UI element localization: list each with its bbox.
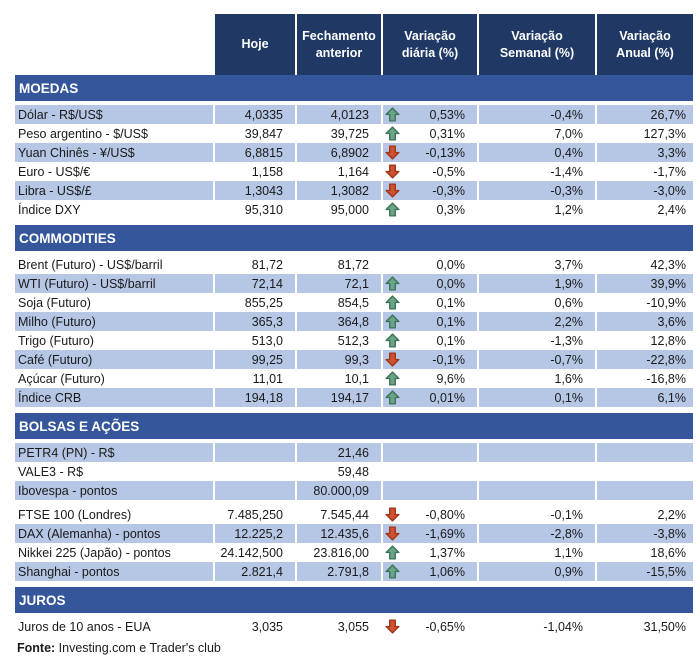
cell-hoje: 513,0 (213, 331, 295, 350)
cell-hoje: 194,18 (213, 388, 295, 407)
cell-variacao-semanal: 1,6% (477, 369, 595, 388)
section-header-juros: JUROS (15, 587, 693, 613)
cell-variacao-semanal (477, 443, 595, 462)
table-row (15, 312, 693, 331)
no-change-indicator (385, 464, 401, 480)
table-row (15, 162, 693, 181)
cell-variacao-diaria (381, 562, 477, 581)
daily-change-value: 0,1% (436, 333, 465, 348)
cell-hoje: 99,25 (213, 350, 295, 369)
cell-variacao-diaria (381, 181, 477, 200)
cell-fechamento-anterior: 10,1 (295, 369, 381, 388)
cell-variacao-anual: 31,50% (595, 617, 693, 636)
cell-hoje: 12.225,2 (213, 524, 295, 543)
cell-hoje: 7.485,250 (213, 505, 295, 524)
cell-hoje: 365,3 (213, 312, 295, 331)
daily-change-value: -0,3% (432, 183, 465, 198)
column-header-hoje: Hoje (213, 14, 295, 75)
table-row (15, 388, 693, 407)
row-label: Euro - US$/€ (18, 164, 91, 179)
cell-variacao-diaria (381, 462, 477, 481)
down-arrow-icon (385, 183, 401, 199)
cell-variacao-diaria (381, 331, 477, 350)
cell-variacao-diaria (381, 524, 477, 543)
market-table (15, 14, 693, 655)
cell-variacao-diaria (381, 312, 477, 331)
table-row (15, 462, 693, 481)
daily-change-value: 0,3% (436, 202, 465, 217)
daily-change-value: 1,06% (429, 564, 465, 579)
cell-fechamento-anterior: 21,46 (295, 443, 381, 462)
cell-variacao-anual: -1,7% (595, 162, 693, 181)
up-arrow-icon (385, 126, 401, 142)
section-header-moedas: MOEDAS (15, 75, 693, 101)
row-label: Brent (Futuro) - US$/barril (18, 257, 163, 272)
cell-hoje: 4,0335 (213, 105, 295, 124)
cell-variacao-anual: -3,0% (595, 181, 693, 200)
cell-variacao-anual (595, 481, 693, 500)
down-arrow-icon (385, 145, 401, 161)
row-label: DAX (Alemanha) - pontos (15, 524, 213, 543)
cell-variacao-semanal (477, 462, 595, 481)
cell-variacao-semanal: -0,1% (477, 505, 595, 524)
cell-variacao-diaria (381, 293, 477, 312)
row-label: Índice DXY (18, 202, 81, 217)
cell-variacao-anual: 2,2% (595, 505, 693, 524)
table-row (15, 617, 693, 636)
cell-fechamento-anterior: 80.000,09 (295, 481, 381, 500)
cell-variacao-anual: 3,3% (595, 143, 693, 162)
cell-variacao-diaria (381, 105, 477, 124)
daily-change-value: 1,37% (429, 545, 465, 560)
cell-fechamento-anterior: 6,8902 (295, 143, 381, 162)
cell-variacao-anual: -10,9% (595, 293, 693, 312)
cell-fechamento-anterior: 2.791,8 (295, 562, 381, 581)
cell-variacao-anual: 39,9% (595, 274, 693, 293)
daily-change-value: 0,31% (429, 126, 465, 141)
source-label: Fonte: (17, 641, 56, 655)
cell-fechamento-anterior: 3,055 (295, 617, 381, 636)
row-label: Soja (Futuro) (18, 295, 91, 310)
cell-variacao-semanal: 3,7% (477, 255, 595, 274)
daily-change-value: 0,1% (436, 295, 465, 310)
down-arrow-icon (385, 526, 401, 542)
row-label: VALE3 - R$ (18, 464, 84, 479)
cell-variacao-semanal: 0,1% (477, 388, 595, 407)
cell-variacao-diaria (381, 617, 477, 636)
row-label: Shanghai - pontos (15, 562, 213, 581)
cell-variacao-semanal: -1,4% (477, 162, 595, 181)
table-row (15, 481, 693, 500)
cell-variacao-diaria (381, 200, 477, 219)
cell-fechamento-anterior: 99,3 (295, 350, 381, 369)
cell-fechamento-anterior: 72,1 (295, 274, 381, 293)
down-arrow-icon (385, 507, 401, 523)
table-body (15, 75, 693, 636)
cell-variacao-diaria (381, 443, 477, 462)
cell-hoje: 1,158 (213, 162, 295, 181)
daily-change-value: 0,0% (436, 276, 465, 291)
cell-variacao-diaria (381, 543, 477, 562)
cell-variacao-semanal: 0,9% (477, 562, 595, 581)
cell-fechamento-anterior: 7.545,44 (295, 505, 381, 524)
cell-fechamento-anterior: 39,725 (295, 124, 381, 143)
up-arrow-icon (385, 295, 401, 311)
cell-hoje: 24.142,500 (213, 543, 295, 562)
cell-variacao-anual: -22,8% (595, 350, 693, 369)
cell-variacao-anual: 127,3% (595, 124, 693, 143)
row-label: WTI (Futuro) - US$/barril (15, 274, 213, 293)
cell-fechamento-anterior: 23.816,00 (295, 543, 381, 562)
table-row (15, 369, 693, 388)
daily-change-value: 0,53% (429, 107, 465, 122)
daily-change-value: 0,0% (436, 257, 465, 272)
section-header-bolsas-e-acoes: BOLSAS E AÇÕES (15, 413, 693, 439)
table-row (15, 350, 693, 369)
up-arrow-icon (385, 202, 401, 218)
cell-variacao-semanal: 0,4% (477, 143, 595, 162)
row-label: Açúcar (Futuro) (18, 371, 105, 386)
row-label: Trigo (Futuro) (18, 333, 94, 348)
cell-hoje (213, 481, 295, 500)
table-row (15, 543, 693, 562)
daily-change-value: 0,01% (429, 390, 465, 405)
cell-hoje: 2.821,4 (213, 562, 295, 581)
cell-fechamento-anterior: 1,164 (295, 162, 381, 181)
row-label: Índice CRB (15, 388, 213, 407)
up-arrow-icon (385, 371, 401, 387)
table-row (15, 200, 693, 219)
cell-variacao-semanal (477, 481, 595, 500)
cell-fechamento-anterior: 12.435,6 (295, 524, 381, 543)
cell-variacao-anual: -15,5% (595, 562, 693, 581)
cell-fechamento-anterior: 364,8 (295, 312, 381, 331)
column-header-variacao-semanal: Variação Semanal (%) (477, 14, 595, 75)
daily-change-value: -0,65% (425, 619, 465, 634)
cell-variacao-semanal: -0,4% (477, 105, 595, 124)
cell-variacao-diaria (381, 274, 477, 293)
up-arrow-icon (385, 276, 401, 292)
column-header-variacao-diaria: Variação diária (%) (381, 14, 477, 75)
column-header-variacao-anual: Variação Anual (%) (595, 14, 693, 75)
cell-fechamento-anterior: 95,000 (295, 200, 381, 219)
cell-fechamento-anterior: 854,5 (295, 293, 381, 312)
daily-change-value: -0,80% (425, 507, 465, 522)
cell-variacao-anual (595, 443, 693, 462)
cell-hoje: 81,72 (213, 255, 295, 274)
table-row (15, 274, 693, 293)
no-change-indicator (385, 257, 401, 273)
table-row (15, 143, 693, 162)
cell-variacao-anual (595, 462, 693, 481)
table-row (15, 255, 693, 274)
row-label: Yuan Chinês - ¥/US$ (15, 143, 213, 162)
cell-variacao-anual: 26,7% (595, 105, 693, 124)
table-header-row (15, 14, 693, 75)
row-label: Libra - US$/£ (15, 181, 213, 200)
down-arrow-icon (385, 352, 401, 368)
cell-fechamento-anterior: 512,3 (295, 331, 381, 350)
cell-fechamento-anterior: 1,3082 (295, 181, 381, 200)
cell-variacao-semanal: 7,0% (477, 124, 595, 143)
cell-variacao-diaria (381, 388, 477, 407)
no-change-indicator (385, 445, 401, 461)
down-arrow-icon (385, 164, 401, 180)
column-header-fechamento: Fechamento anterior (295, 14, 381, 75)
cell-variacao-anual: 42,3% (595, 255, 693, 274)
cell-variacao-semanal: -1,3% (477, 331, 595, 350)
cell-variacao-anual: 12,8% (595, 331, 693, 350)
source-note (15, 641, 693, 655)
cell-variacao-anual: -3,8% (595, 524, 693, 543)
cell-variacao-anual: -16,8% (595, 369, 693, 388)
table-row (15, 181, 693, 200)
cell-variacao-diaria (381, 162, 477, 181)
cell-hoje: 6,8815 (213, 143, 295, 162)
cell-variacao-semanal: -2,8% (477, 524, 595, 543)
table-row (15, 105, 693, 124)
cell-hoje: 72,14 (213, 274, 295, 293)
cell-hoje: 3,035 (213, 617, 295, 636)
daily-change-value: 0,1% (436, 314, 465, 329)
header-corner-spacer (15, 14, 213, 75)
row-label: Dólar - R$/US$ (15, 105, 213, 124)
up-arrow-icon (385, 314, 401, 330)
cell-hoje: 855,25 (213, 293, 295, 312)
cell-hoje: 39,847 (213, 124, 295, 143)
up-arrow-icon (385, 333, 401, 349)
cell-hoje: 1,3043 (213, 181, 295, 200)
cell-fechamento-anterior: 4,0123 (295, 105, 381, 124)
cell-variacao-anual: 6,1% (595, 388, 693, 407)
table-row (15, 124, 693, 143)
cell-fechamento-anterior: 81,72 (295, 255, 381, 274)
cell-hoje: 95,310 (213, 200, 295, 219)
cell-variacao-diaria (381, 350, 477, 369)
down-arrow-icon (385, 619, 401, 635)
row-label: Nikkei 225 (Japão) - pontos (18, 545, 171, 560)
cell-variacao-semanal: 1,2% (477, 200, 595, 219)
row-label: Café (Futuro) (15, 350, 213, 369)
daily-change-value: 9,6% (436, 371, 465, 386)
cell-variacao-diaria (381, 143, 477, 162)
section-header-commodities: COMMODITIES (15, 225, 693, 251)
table-row (15, 443, 693, 462)
table-row (15, 524, 693, 543)
table-row (15, 331, 693, 350)
row-label: PETR4 (PN) - R$ (15, 443, 213, 462)
cell-variacao-semanal: -0,7% (477, 350, 595, 369)
cell-variacao-diaria (381, 369, 477, 388)
cell-hoje (213, 462, 295, 481)
cell-fechamento-anterior: 194,17 (295, 388, 381, 407)
up-arrow-icon (385, 107, 401, 123)
cell-variacao-diaria (381, 481, 477, 500)
cell-variacao-semanal: -1,04% (477, 617, 595, 636)
cell-variacao-semanal: 2,2% (477, 312, 595, 331)
row-label: FTSE 100 (Londres) (18, 507, 132, 522)
table-row (15, 562, 693, 581)
daily-change-value: -1,69% (425, 526, 465, 541)
source-text: Investing.com e Trader's club (58, 641, 221, 655)
up-arrow-icon (385, 545, 401, 561)
cell-variacao-anual: 2,4% (595, 200, 693, 219)
cell-hoje (213, 443, 295, 462)
cell-variacao-semanal: -0,3% (477, 181, 595, 200)
up-arrow-icon (385, 564, 401, 580)
cell-hoje: 11,01 (213, 369, 295, 388)
up-arrow-icon (385, 390, 401, 406)
row-label: Ibovespa - pontos (15, 481, 213, 500)
cell-variacao-diaria (381, 255, 477, 274)
cell-variacao-diaria (381, 505, 477, 524)
cell-variacao-semanal: 1,9% (477, 274, 595, 293)
daily-change-value: -0,5% (432, 164, 465, 179)
daily-change-value: -0,13% (425, 145, 465, 160)
cell-variacao-semanal: 1,1% (477, 543, 595, 562)
cell-variacao-anual: 3,6% (595, 312, 693, 331)
table-row (15, 293, 693, 312)
cell-variacao-anual: 18,6% (595, 543, 693, 562)
row-label: Milho (Futuro) (15, 312, 213, 331)
row-label: Juros de 10 anos - EUA (18, 619, 151, 634)
cell-variacao-diaria (381, 124, 477, 143)
row-label: Peso argentino - $/US$ (18, 126, 148, 141)
no-change-indicator (385, 483, 401, 499)
cell-fechamento-anterior: 59,48 (295, 462, 381, 481)
cell-variacao-semanal: 0,6% (477, 293, 595, 312)
table-row (15, 505, 693, 524)
daily-change-value: -0,1% (432, 352, 465, 367)
